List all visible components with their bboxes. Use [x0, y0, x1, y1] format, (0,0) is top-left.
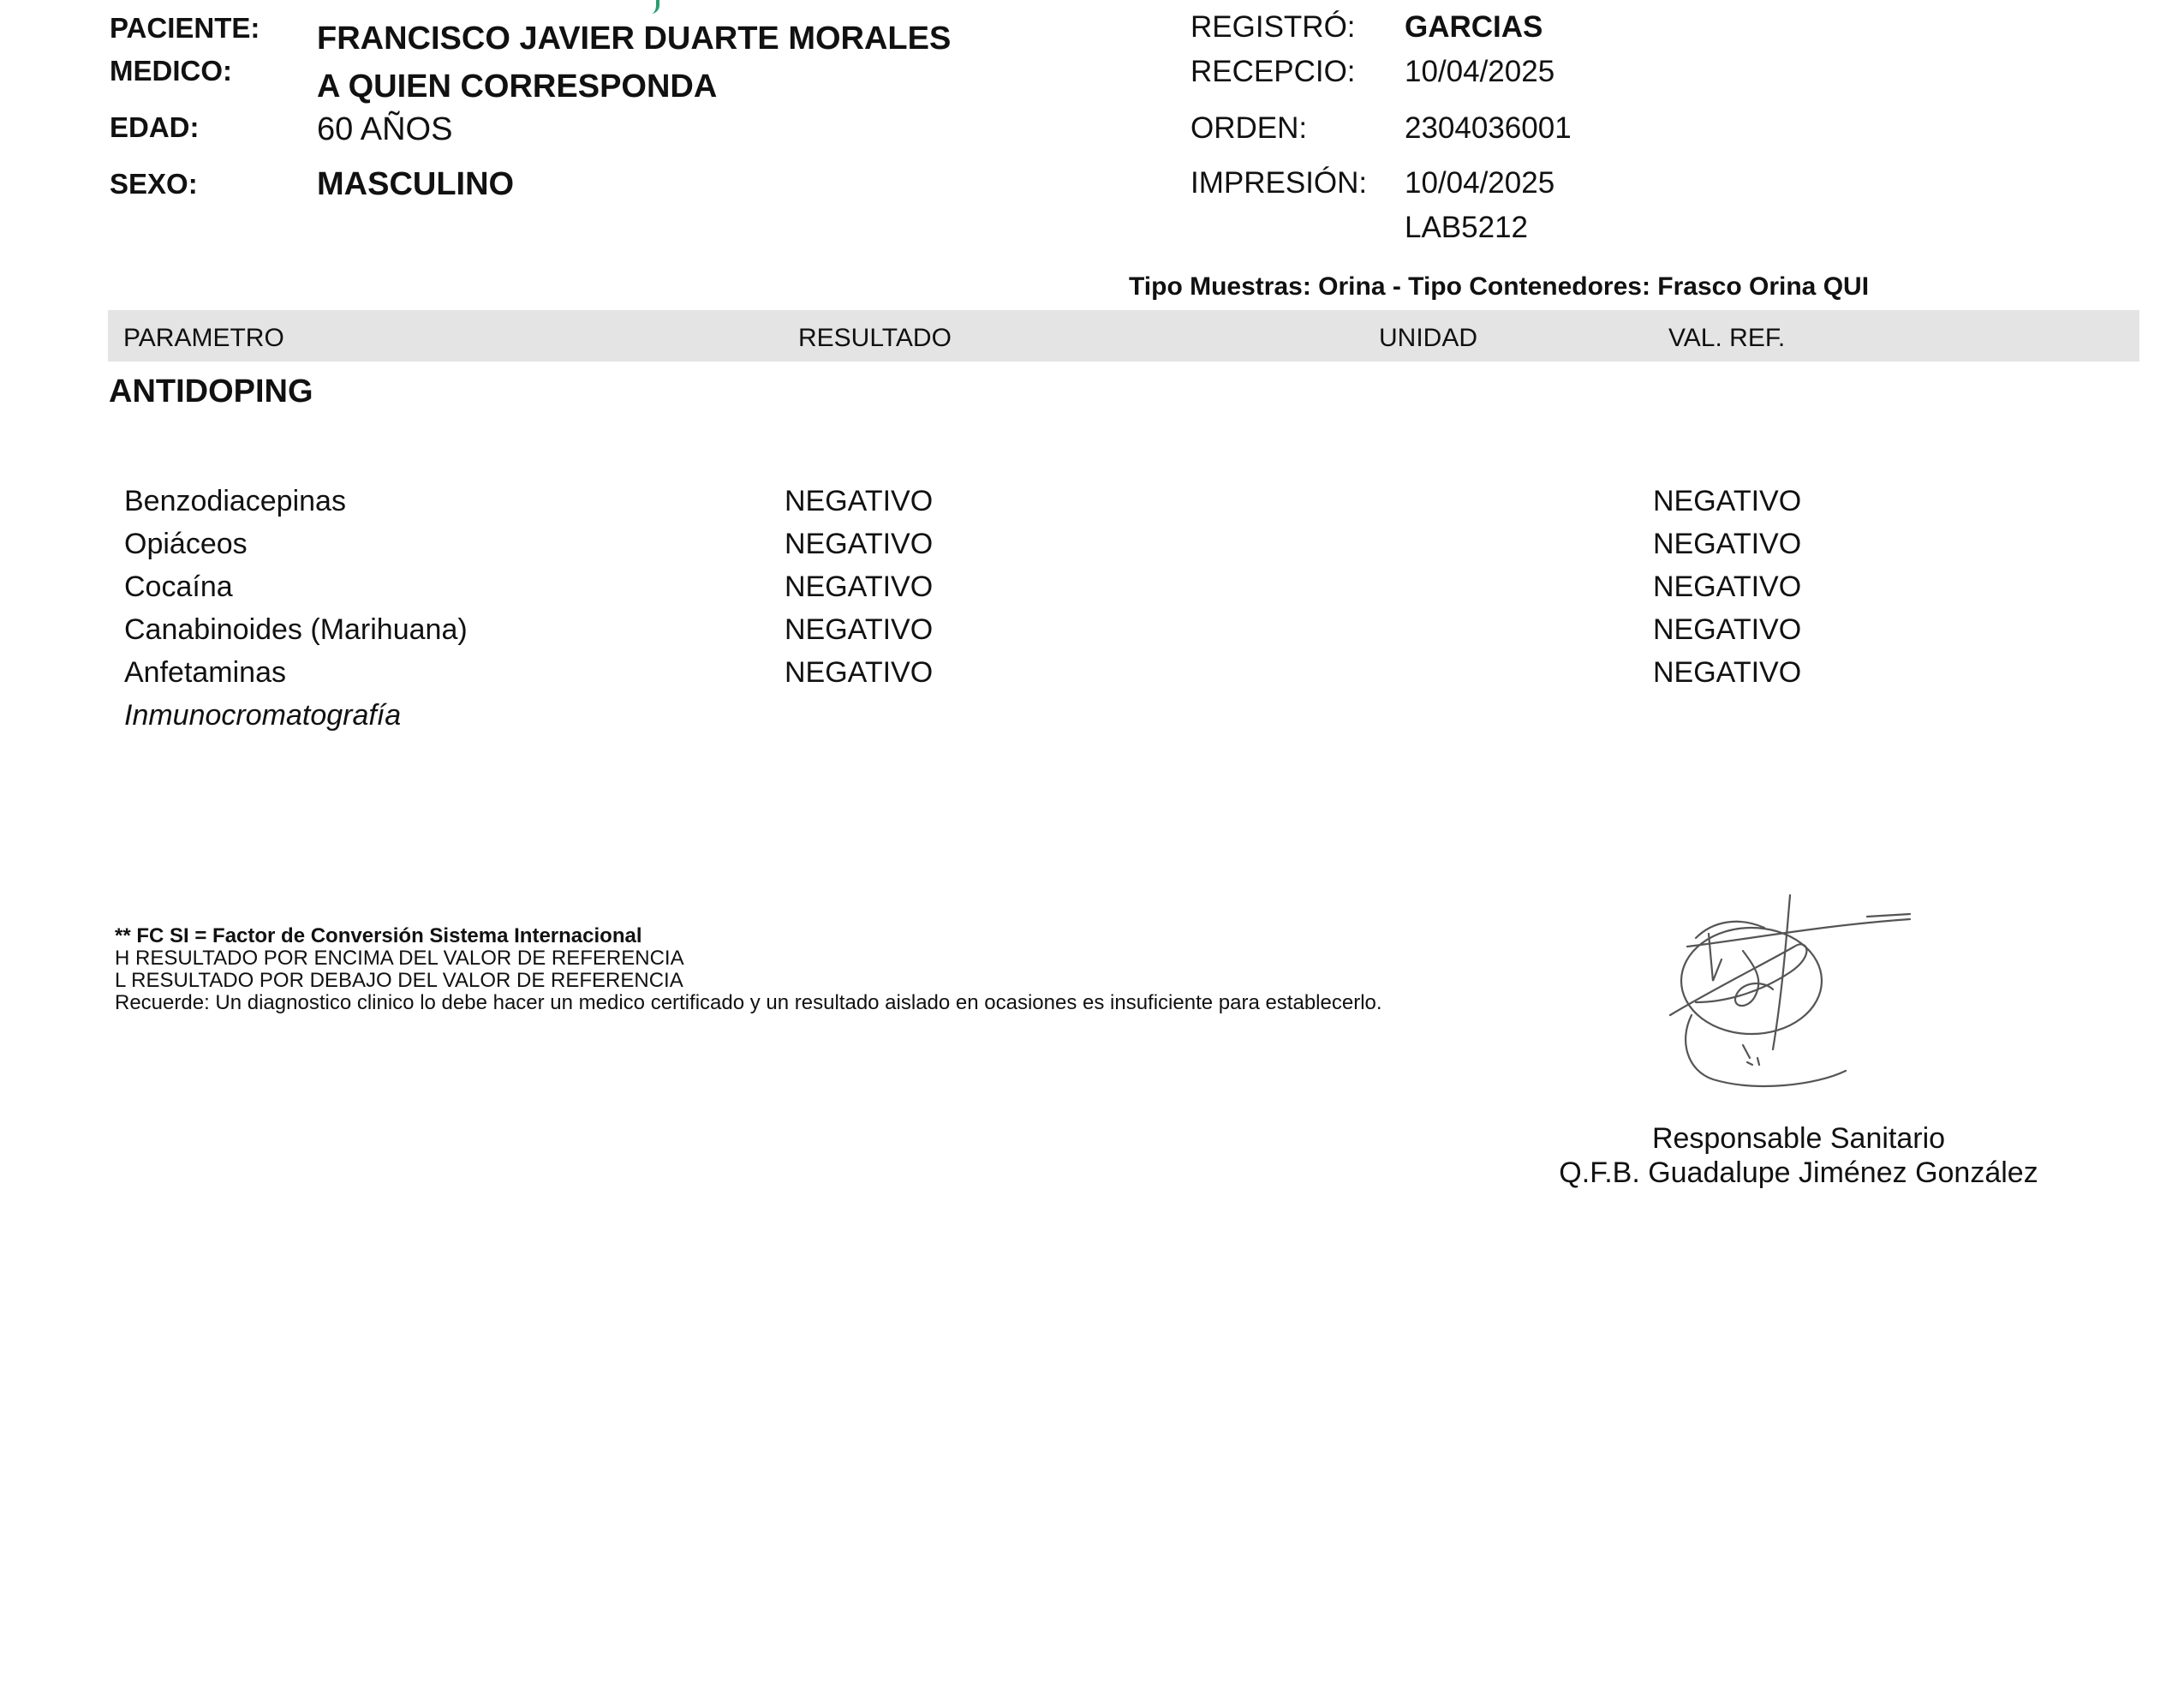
header-parameter: PARAMETRO	[123, 324, 284, 352]
method-label: Inmunocromatografía	[124, 699, 402, 732]
signature-title: Responsable Sanitario	[1651, 1122, 1946, 1155]
row-ref: NEGATIVO	[1653, 485, 1802, 517]
sample-info: Tipo Muestras: Orina - Tipo Contenedores: Frasco Orina QUI	[1129, 272, 1870, 301]
row-ref: NEGATIVO	[1653, 656, 1802, 689]
age-value: 60 AÑOS	[317, 111, 453, 147]
registered-label: REGISTRÓ:	[1190, 10, 1356, 44]
note-reminder: Recuerde: Un diagnostico clinico lo debe hacer un medico certificado y un resultado aislado en ocasiones es insuficiente para establecerlo.	[115, 991, 1382, 1014]
patient-name: FRANCISCO JAVIER DUARTE MORALES	[317, 21, 952, 57]
doctor-label: MEDICO:	[110, 55, 232, 87]
row-parameter: Anfetaminas	[124, 656, 286, 689]
order-label: ORDEN:	[1190, 111, 1308, 145]
printed-date: 10/04/2025	[1405, 166, 1555, 200]
row-ref: NEGATIVO	[1653, 613, 1802, 646]
header-unit: UNIDAD	[1379, 324, 1478, 352]
received-date: 10/04/2025	[1405, 55, 1555, 88]
registered-value: GARCIAS	[1405, 10, 1543, 44]
section-title: ANTIDOPING	[109, 373, 313, 409]
row-parameter: Cocaína	[124, 571, 233, 603]
footnotes	[115, 925, 1382, 1014]
row-result: NEGATIVO	[785, 485, 934, 517]
received-label: RECEPCIO:	[1190, 55, 1356, 88]
signature-image	[1662, 887, 1936, 1096]
row-result: NEGATIVO	[785, 571, 934, 603]
row-result: NEGATIVO	[785, 613, 934, 646]
sex-value: MASCULINO	[317, 166, 515, 202]
row-result: NEGATIVO	[785, 528, 934, 560]
logo-fragment	[644, 0, 659, 14]
header-result: RESULTADO	[798, 324, 952, 352]
row-ref: NEGATIVO	[1653, 571, 1802, 603]
row-result: NEGATIVO	[785, 656, 934, 689]
note-low: L RESULTADO POR DEBAJO DEL VALOR DE REFERENCIA	[115, 969, 683, 992]
header-ref: VAL. REF.	[1668, 324, 1786, 352]
patient-label: PACIENTE:	[110, 12, 260, 44]
row-parameter: Benzodiacepinas	[124, 485, 346, 517]
note-high: H RESULTADO POR ENCIMA DEL VALOR DE REFERENCIA	[115, 947, 684, 970]
signature-name: Q.F.B. Guadalupe Jiménez González	[1559, 1156, 2038, 1189]
row-parameter: Canabinoides (Marihuana)	[124, 613, 468, 646]
row-ref: NEGATIVO	[1653, 528, 1802, 560]
sex-label: SEXO:	[110, 168, 198, 200]
order-number: 2304036001	[1405, 111, 1572, 145]
note-fc-si: ** FC SI = Factor de Conversión Sistema Internacional	[115, 924, 642, 947]
doctor-name: A QUIEN CORRESPONDA	[317, 69, 718, 105]
row-parameter: Opiáceos	[124, 528, 248, 560]
lab-code: LAB5212	[1405, 211, 1529, 244]
results-table-header	[108, 310, 2139, 362]
printed-label: IMPRESIÓN:	[1190, 166, 1368, 200]
age-label: EDAD:	[110, 111, 200, 143]
